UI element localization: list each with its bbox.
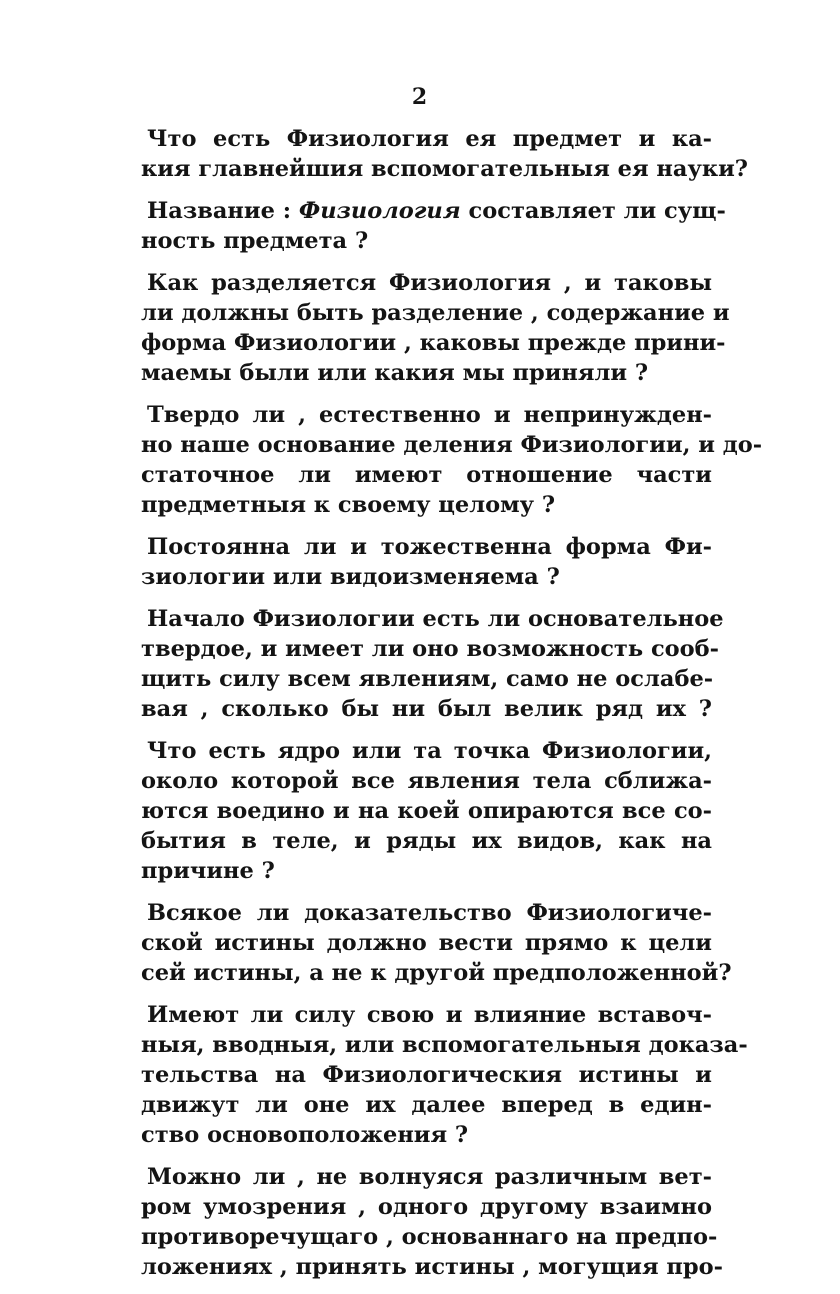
text-line: Имеют ли силу свою и влияние вставоч- [147, 1002, 712, 1028]
text-line: статочное ли имеют отношение части [141, 462, 712, 488]
text-line: ность предмета ? [141, 228, 369, 254]
text-line: Начало Физиологии есть ли основательное [147, 606, 724, 632]
text-line: ныя, вводныя, или вспомогательныя доказа- [141, 1032, 748, 1058]
label-word: Название : [147, 198, 299, 224]
text-line: Что есть ядро или та точка Физиологии, [147, 738, 712, 764]
paragraph-7 [141, 736, 712, 886]
paragraph-8 [141, 898, 732, 988]
text-line: ложениях , принять истины , могущия про- [141, 1254, 723, 1280]
text-line: форма Физиологии , каковы прежде прини- [141, 330, 726, 356]
text-line: щить силу всем явлениям, само не ослабе- [141, 666, 714, 692]
text-body [141, 124, 763, 1294]
text-line: Что есть Физиология ея предмет и ка- [147, 126, 712, 152]
text-line: движут ли оне их далее вперед в един- [141, 1092, 712, 1118]
text-line: ром умозрения , одного другому взаимно [141, 1194, 712, 1220]
paragraph-9 [141, 1000, 748, 1150]
text-line: бытия в теле, и ряды их видов, как на [141, 828, 712, 854]
text-line: твердое, и имеет ли оно возможность сооб- [141, 636, 720, 662]
page-number: 2 [411, 84, 429, 110]
paragraph-10 [141, 1162, 723, 1282]
text-line: ской истины должно вести прямо к цели [141, 930, 712, 956]
text-line: противоречущаго , основаннаго на предпо- [141, 1224, 718, 1250]
paragraph-2 [141, 196, 726, 256]
text-line: около которой все явления тела сближа- [141, 768, 712, 794]
text-line: тельства на Физиологическия истины и [141, 1062, 712, 1088]
paragraph-4 [141, 400, 763, 520]
text-line: Твердо ли , естественно и непринужден- [147, 402, 712, 428]
paragraph-1 [141, 124, 748, 184]
text-line: ли должны быть разделение , содержание и [141, 300, 730, 326]
text-line: кия главнейшия вспомогательныя ея науки? [141, 156, 748, 182]
text-line: но наше основание деления Физиологии, и до- [141, 432, 763, 458]
text-line: Как разделяется Физиология , и таковы [147, 270, 712, 296]
text-line: Всякое ли доказательство Физиологиче- [147, 900, 712, 926]
text-line: Можно ли , не волнуяся различным вет- [147, 1164, 712, 1190]
text-line: предметныя к своему целому ? [141, 492, 556, 518]
text-line: маемы были или какия мы приняли ? [141, 360, 649, 386]
text-line: вая , сколько бы ни был велик ряд их ? [141, 696, 712, 722]
text-line: Постоянна ли и тожественна форма Фи- [147, 534, 712, 560]
paragraph-5 [141, 532, 712, 592]
paragraph-6 [141, 604, 724, 724]
text-line: ство основоположения ? [141, 1122, 469, 1148]
text-line: причине ? [141, 858, 275, 884]
paragraph-3 [141, 268, 730, 388]
text-line: сей истины, а не к другой предположенной? [141, 960, 732, 986]
text-line-with-italic: Название : Физиология составляет ли сущ- [147, 198, 726, 224]
italic-term: Физиология [298, 198, 461, 224]
text-line: зиологии или видоизменяема ? [141, 564, 560, 590]
text-line: ются воедино и на коей опираются все со- [141, 798, 712, 824]
